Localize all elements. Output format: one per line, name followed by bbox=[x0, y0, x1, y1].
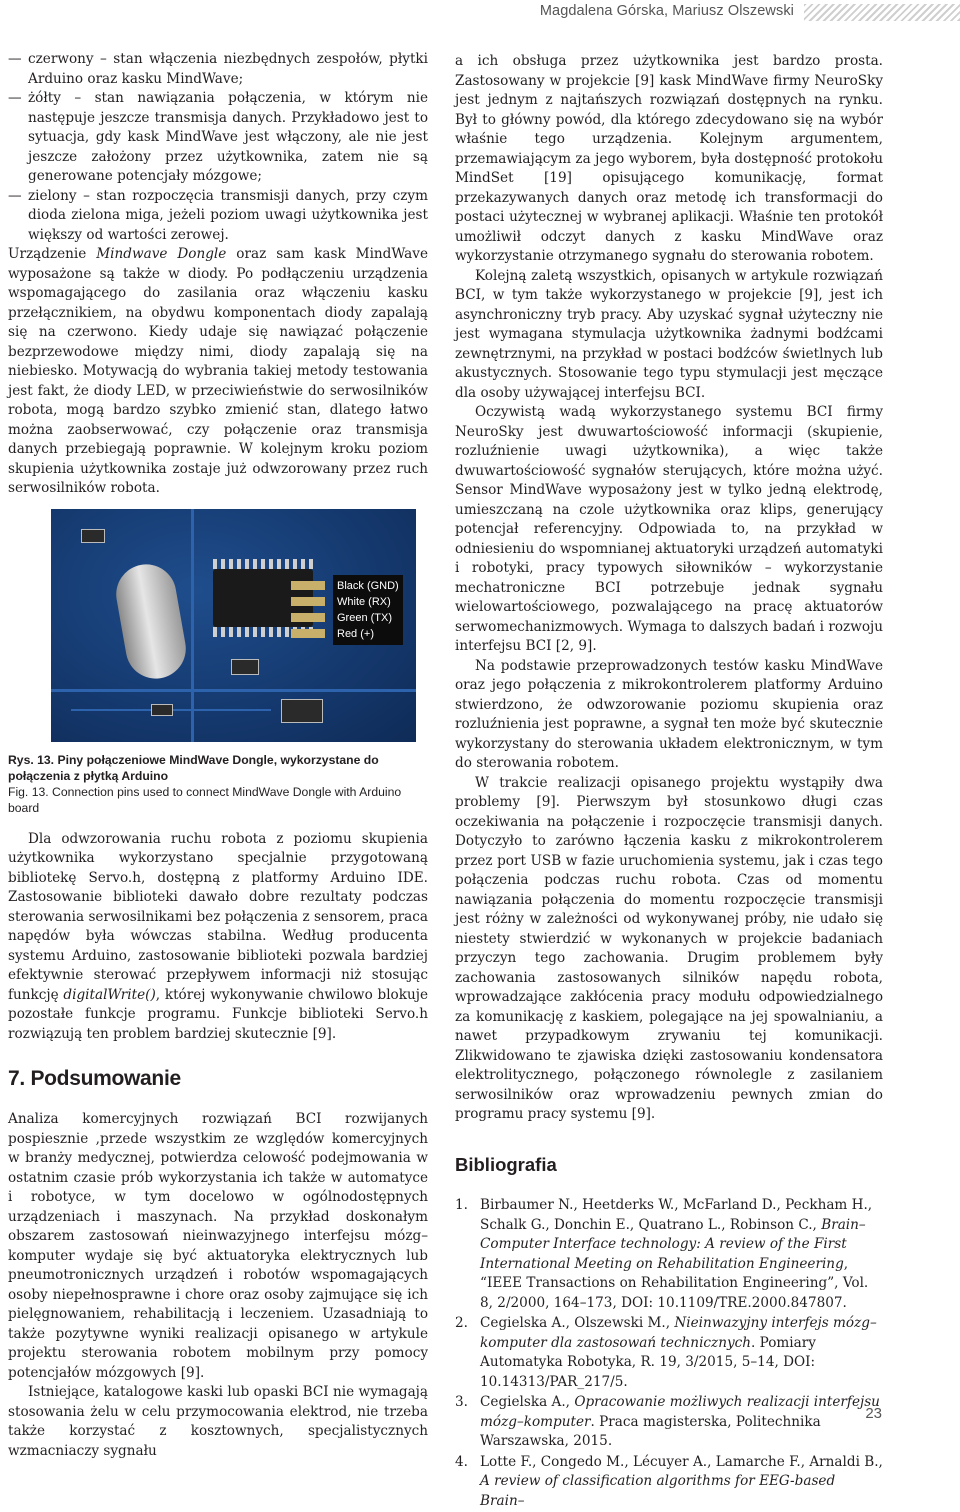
led-state-list bbox=[8, 50, 428, 245]
smd-component bbox=[81, 529, 105, 543]
caption-english: Fig. 13. Connection pins used to connect MindWave Dongle with Arduino board bbox=[8, 784, 402, 815]
paragraph: Oczywistą wadą wykorzystanego systemu BCI firmy NeuroSky jest dwuwartościowość informacji (skupienie, rozluźnienie uwagi użytkownika), a więc także dwuwartościowość sygnałów sterujących, które można użyć. Sensor MindWave wyposażony jest w tylko jedną elektrodę, umieszczaną na czole użytkownika oraz klips, generujący potencjał referencyjny. Odpowiada to, na przykład w odniesieniu do wspomnianej aktuatoryki urządzeń automatyki i robotyki, pracy typowych siłowników – wykorzystanie mechatroniczne BCI potrzebuje jednak sygnału wielowartościowego, pozwalającego na pracę aktuatorów serwomechanizmowych. Wymaga to dalszych badań i rozwoju interfejsu BCI [2, 9]. bbox=[455, 404, 883, 654]
list-item bbox=[455, 1393, 883, 1452]
section-title: 7. Podsumowanie bbox=[8, 1067, 181, 1090]
paragraph: W trakcie realizacji opisanego projektu wystąpiły dwa problemy [9]. Pierwszym był stosunkowo długi czas oczekiwania na połączenie i rozpoczęcie transmisji danych. Dotyczyło to zarówno łączenia kasku z mikrokontrolerem przez port USB w fazie uruchomienia systemu, jak i czas tego połączenia podczas ruchu robota. Czas od momentu nawiązania połączenia do momentu rozpoczęcie transmisji jest różny w zależności od wykonywanej próby, nie udało się niestety stwierdzić w wykonanych w projekcie badaniach przyczyn tego zachowania. Drugim problemem były zachowania zastosowanych silników napędu robota, wprowadzające zakłócenia pracy modułu odpowiedzialnego za komunikację z kaskiem, polegające na jej spowalnianiu, a nawet przypadkowym zrywaniu tej komunikacji. Zlikwidowano te zjawiska dzięki zastosowaniu kondensatora elektrolitycznego, połączonego równolegle z zasilaniem serwosilników oraz wprowadzeniu pewnych zmian do programu pracy systemu [9]. bbox=[455, 774, 883, 1122]
chip-pins bbox=[213, 559, 313, 569]
paragraph: a ich obsługa przez użytkownika jest bardzo prosta. Zastosowany w projekcie [9] kask MindWave firmy NeuroSky jest jednym z najtańszych rozwiązań dostępnych na rynku. Był to główny powód, dla którego zdecydowano się na wybór właśnie tego urządzenia. Kolejnym argumentem, przemawiającym za jego wyborem, była dostępność protokołu MindSet [19] opisującego komunikację, format przekazywanych danych oraz metodę ich transformacji do postaci użytecznej w wybranej aplikacji. Właśnie ten protokół umożliwił odczyt danych z kasku MindWave oraz wykorzystanie otrzymanego sygnału do sterowania robotem. bbox=[455, 53, 883, 264]
text-span: Lotte F., Congedo M., Lécuyer A., Lamarche F., Arnaldi B., bbox=[480, 1453, 883, 1470]
text-span: Cegielska A., bbox=[480, 1394, 575, 1410]
figure-dongle-photo bbox=[51, 509, 416, 742]
text-span: Cegielska A., Olszewski M., bbox=[480, 1315, 675, 1331]
bib-title-italic: A review of classification algorithms for EEG-based Brain– bbox=[480, 1473, 836, 1509]
right-column bbox=[455, 52, 883, 1512]
pin-label-box bbox=[333, 575, 403, 645]
bib-title-italic: Brain–Computer Interface technology: A review of the First International Meeting on Rehabilitation Engineering bbox=[480, 1216, 866, 1272]
header-authors: Magdalena Górska, Mariusz Olszewski bbox=[539, 3, 794, 19]
pcb-trace bbox=[191, 509, 194, 742]
list-item: — czerwony – stan włączenia niezbędnych zespołów, płytki Arduino oraz kasku MindWave; bbox=[8, 50, 428, 89]
bib-number: 2. bbox=[455, 1315, 468, 1331]
text-span: Birbaumer N., Heetderks W., McFarland D., Peckham H., Schalk G., Donchin E., Quatrano L., Robinson C., bbox=[480, 1197, 873, 1233]
crystal-oscillator bbox=[111, 559, 190, 683]
pcb-trace bbox=[51, 689, 416, 692]
left-column bbox=[8, 50, 428, 1461]
pin-label: White (RX) bbox=[337, 595, 391, 608]
pin-label: Green (TX) bbox=[337, 611, 393, 624]
list-item: — żółty – stan nawiązania połączenia, w którym nie następuje jeszcze transmisja danych. Przykładowo jest to sytuacja, gdy kask MindWave jest włączony, ale nie jest jeszcze założony przez użytkownika, zatem nie są generowane potencjały mózgowe; bbox=[8, 89, 428, 187]
header-stripe-decoration bbox=[804, 4, 960, 21]
bib-title-italic: Nieinwazyjny interfejs mózg–komputer dla zastosowań technicznych bbox=[480, 1315, 877, 1351]
pin-label: Red (+) bbox=[337, 627, 374, 640]
italic-term: Mindwave Dongle bbox=[96, 246, 227, 262]
bib-number: 1. bbox=[455, 1197, 468, 1213]
page-number: 23 bbox=[865, 1405, 882, 1422]
bib-title-italic: Opracowanie możliwych realizacji interfejsu mózg–komputer bbox=[480, 1394, 880, 1430]
paragraph: Kolejną zaletą wszystkich, opisanych w artykule rozwiązań BCI, w tym także wykorzystanego w projekcie [9], jest ich asynchroniczny tryb pracy. Aby uzyskać sygnał użyteczny nie jest wymagana stymulacja użytkownika żadnymi bodźcami zewnętrznymi, na przykład w postaci bodźców świetlnych lub akustycznych. Stosowanie tego typu stymulacji jest męczące dla osoby używającej interfejsu BCI. bbox=[455, 267, 883, 401]
list-item: — zielony – stan rozpoczęcia transmisji danych, przy czym dioda zielona miga, jeżeli poziom uwagi użytkownika jest większy od wartości zerowej. bbox=[8, 187, 428, 246]
bibliography-list bbox=[455, 1196, 883, 1511]
text-span: Dla odwzorowania ruchu robota z poziomu skupienia użytkownika wykorzystano specjalnie przygotowaną bibliotekę Servo.h, dostępną z platformy Arduino IDE. Zastosowanie biblioteki dawało dobre rezultaty podczas sterowania serwosilnikami bez połączenia z sensorem, praca napędów była wówczas stabilna. Według producenta systemu Arduino, zastosowanie biblioteki pozwala bardziej efektywnie sterować przepływem informacji niż stosując funkcję bbox=[8, 830, 428, 1003]
caption-polish: Rys. 13. Piny połączeniowe MindWave Dongle, wykorzystane do połączenia z płytką Arduino bbox=[8, 752, 379, 783]
text-span: , “IEEE Transactions on Rehabilitation Engineering”, Vol. 8, 2/2000, 164–173, DOI: 10.1109/TRE.2000.847807. bbox=[480, 1255, 869, 1311]
paragraph bbox=[8, 830, 428, 1045]
text-span: . Praca magisterska, Politechnika Warszawska, 2015. bbox=[480, 1413, 821, 1449]
smd-component bbox=[281, 699, 323, 723]
list-item bbox=[455, 1196, 883, 1313]
pin-label: Black (GND) bbox=[337, 579, 399, 592]
connection-pads bbox=[291, 581, 325, 641]
bib-number: 4. bbox=[455, 1453, 468, 1470]
paragraph bbox=[8, 245, 428, 499]
text-span: , której wykonywanie chwilowo blokuje pozostałe funkcje programu. Funkcje biblioteki Servo.h rozwiązują ten problem bardziej skutecznie [9]. bbox=[8, 986, 428, 1042]
smd-component bbox=[231, 659, 259, 675]
smd-component bbox=[151, 704, 173, 716]
paragraph: Analiza komercyjnych rozwiązań BCI rozwijanych pospiesznie ,przede wszystkim ze względów komercyjnych w branży medycznej, potwierdza celowość podejmowania w ostatnim czasie prób wykorzystania ich także w automatyce i robotyce, w tym docelowo w ogólnodostępnych urządzeniach i maszynach. Na przykład doskonałym obszarem zastosowań nieinwazyjnego interfejsu mózg–komputer wydaje się być aktuatoryka elektrycznych lub pneumotronicznych urządzeń i robotów wspomagających osoby niepełnosprawne i chore oraz osoby zajmujące się ich pielęgnowaniem, rehabilitacją i leczeniem. Uzasadniają to także pozytywne wyniki realizacji opisanego w artykule projektu sterowania robotem mobilnym przy pomocy potencjałów mózgowych [9]. bbox=[8, 1111, 428, 1381]
page-header bbox=[0, 0, 960, 26]
list-item bbox=[455, 1314, 883, 1392]
figure-caption bbox=[8, 752, 428, 816]
text-span: oraz sam kask MindWave wyposażone są także w diody. Po podłączeniu urządzenia wspomagającego do zasilania oraz włączeniu kasku przełącznikiem, na obydwu komponentach diody zapalają się na czerwono. Kiedy udaje się nawiązać połączenie bezprzewodowe między nimi, diody zapalają się na niebiesko. Motywacją do wybrania takiej metody testowania jest fakt, że diody LED, w przeciwieństwie do serwosilników robota, mogą bardzo szybko zmienić stan, dlatego łatwo można zaobserwować, czy połączenie oraz transmisja danych przebiegają poprawnie. W kolejnym kroku poziom skupienia użytkownika zostaje już odwzorowany przez ruch serwosilników robota. bbox=[8, 246, 428, 496]
code-term: digitalWrite() bbox=[63, 986, 156, 1003]
text-span: . Pomiary Automatyka Robotyka, R. 19, 3/2015, 5–14, DOI: 10.14313/PAR_217/5. bbox=[480, 1334, 816, 1390]
text-span: Urządzenie bbox=[8, 246, 97, 262]
list-item bbox=[455, 1453, 883, 1512]
paragraph: Na podstawie przeprowadzonych testów kasku MindWave oraz jego połączenia z mikrokontrolerem platformy Arduino stwierdzono, że odwzorowanie poziomu skupienia oraz rozluźnienia jest poprawne, a sygnał ten może być skutecznie wykorzystany do sterowania układem elektronicznym, w tym do sterowania robotem. bbox=[455, 657, 883, 771]
bib-number: 3. bbox=[455, 1394, 468, 1410]
paragraph: Istniejące, katalogowe kaski lub opaski BCI nie wymagają stosowania żelu w celu przymocowania elektrod, nie trzeba także korzystać z kosztownych, specjalistycznych wzmacniaczy sygnału bbox=[8, 1384, 428, 1459]
bibliography-title: Bibliografia bbox=[455, 1153, 557, 1175]
